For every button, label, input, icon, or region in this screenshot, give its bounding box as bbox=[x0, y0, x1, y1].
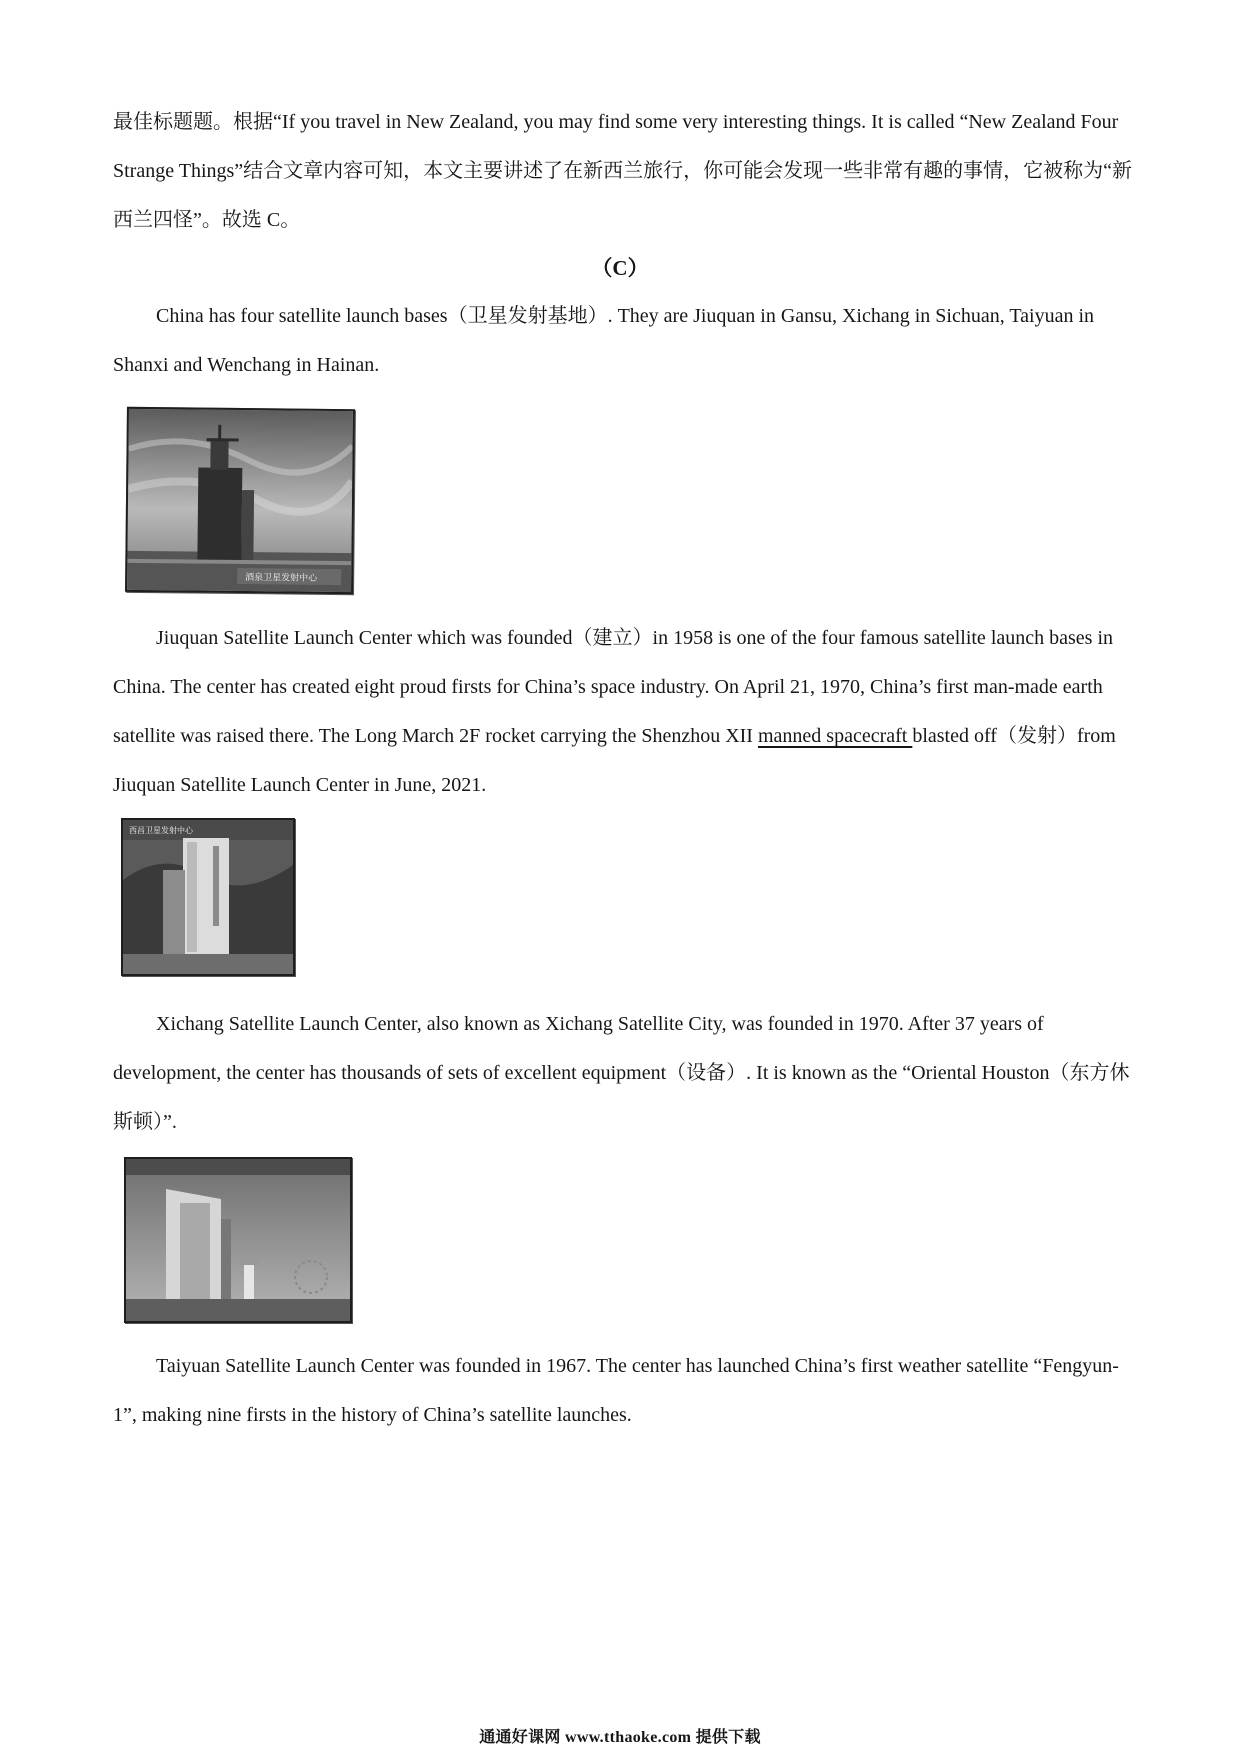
intro-paragraph: 最佳标题题。根据“If you travel in New Zealand, you may find some very interesting things. It is called “New Zealand Four Strange Things”结合文章内容可知，本文主要讲述了在新西兰旅行，你可能会发现一些非常有趣的事情，它被称为“新西兰四怪”。故选 C。 bbox=[113, 111, 1133, 231]
underlined-phrase: manned spacecraft bbox=[757, 725, 913, 747]
xichang-tower-illustration bbox=[123, 820, 293, 974]
taiyuan-tower-illustration bbox=[126, 1159, 350, 1321]
photo-xichang-launch-tower bbox=[121, 818, 295, 976]
paragraph-launch-bases: China has four satellite launch bases（卫星发射基地）. They are Jiuquan in Gansu, Xichang in Sichuan, Taiyuan in Shanxi and Wenchang in Hainan. bbox=[113, 305, 1095, 376]
photo-jiuquan-launch-tower bbox=[125, 407, 355, 594]
photo1-caption: 酒泉卫星发射中心 bbox=[245, 573, 318, 584]
page-footer: 通通好课网 www.tthaoke.com 提供下载 bbox=[479, 1729, 761, 1746]
photo-taiyuan-launch-tower bbox=[124, 1157, 352, 1323]
paragraph-taiyuan: Taiyuan Satellite Launch Center was founded in 1967. The center has launched China’s first weather satellite “Fengyun-1”, making nine firsts in the history of China’s satellite launches. bbox=[113, 1355, 1119, 1426]
launch-tower-illustration bbox=[127, 409, 353, 592]
section-title: （C） bbox=[591, 256, 649, 280]
jiuquan-text-end: blasted off（发射）from Jiuquan Satellite Launch Center in June, 2021. bbox=[113, 725, 1116, 796]
jiuquan-text: Jiuquan Satellite Launch Center which was founded（建立）in 1958 is one of the four famous satellite launch bases in China. The center has created eight proud firsts for China’s space industry. On April 21, 1970, China’s first man-made earth satellite was raised there. The Long March 2F rocket carrying the Shenzhou XII bbox=[113, 627, 1114, 747]
paragraph-xichang: Xichang Satellite Launch Center, also known as Xichang Satellite City, was founded in 1970. After 37 years of development, the center has thousands of sets of excellent equipment（设备）. It is known as the “Oriental Houston（东方休斯顿）”. bbox=[113, 1013, 1130, 1133]
paragraph-jiuquan bbox=[113, 614, 1138, 810]
photo2-caption: 西昌卫星发射中心 bbox=[129, 826, 193, 835]
